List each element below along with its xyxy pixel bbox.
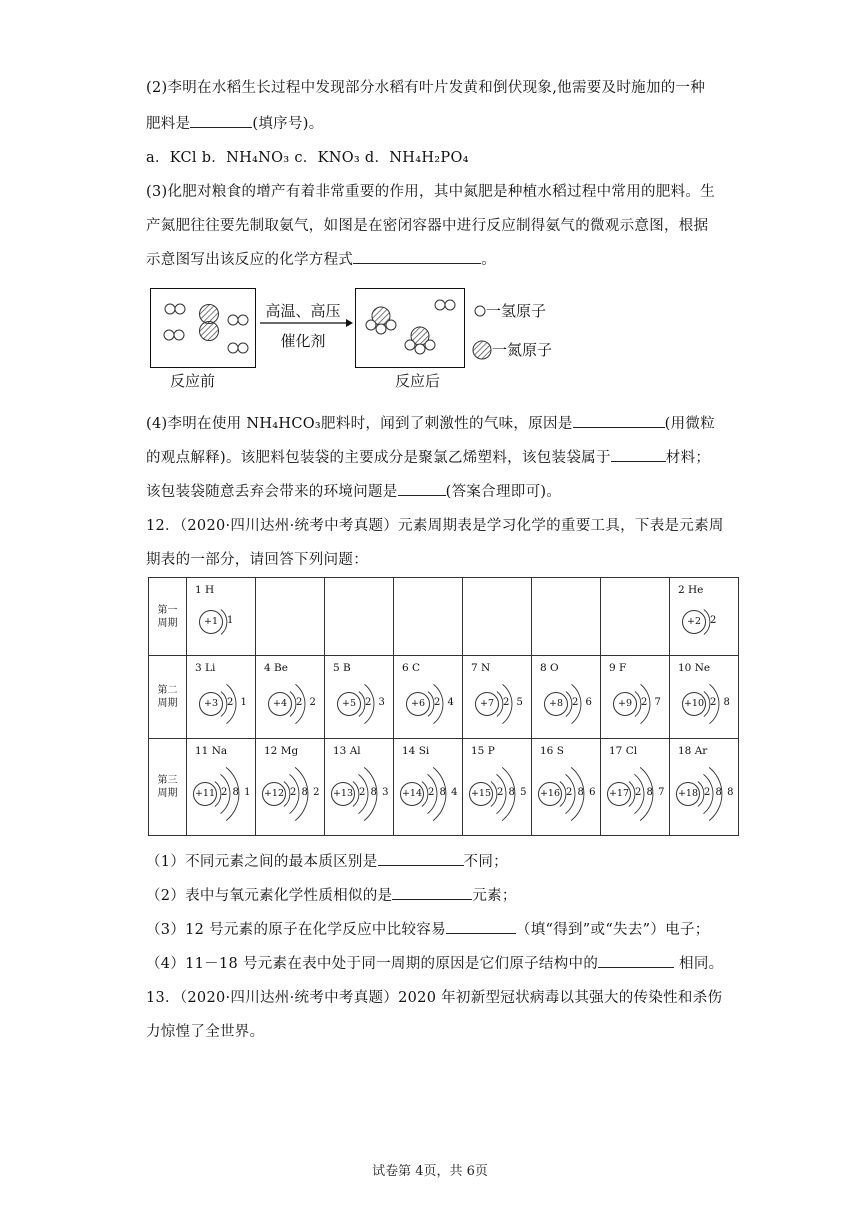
text: 的观点解释)。该肥料包装袋的主要成分是聚氯乙烯塑料，该包装袋属于 — [146, 450, 611, 466]
electron-shell-arc — [353, 782, 359, 807]
text: （3）12 号元素的原子在化学反应中比较容易 — [146, 922, 446, 938]
legend-label: 一氢原子 — [486, 302, 547, 320]
electron-shell-arc — [629, 782, 635, 807]
question-3-answer-line — [146, 248, 496, 269]
element-label: 10 Ne — [678, 662, 711, 674]
electron-shell-arc — [560, 782, 566, 807]
text: （1）不同元素之间的最本质区别是 — [146, 854, 378, 870]
electron-shell-arc — [359, 692, 365, 717]
nucleus-icon: +9 — [613, 692, 637, 716]
electron-counts: 2 7 — [641, 697, 663, 708]
answer-blank[interactable] — [446, 919, 516, 934]
electron-shell-arcs — [670, 578, 738, 655]
question-4-line — [146, 412, 715, 433]
text: (4)李明在使用 NH₄HCO₃肥料时，闻到了刺激性的气味，原因是 — [146, 416, 573, 432]
nucleus-icon: +16 — [538, 782, 562, 806]
element-label: 2 He — [678, 584, 704, 596]
element-cell — [463, 739, 532, 836]
element-label: 6 C — [402, 662, 421, 674]
condition-top: 高温、高压 — [265, 302, 341, 320]
text: 该包装袋随意丢弃会带来的环境问题是 — [146, 484, 398, 500]
periodic-table — [148, 577, 739, 836]
text: 。 — [481, 252, 497, 268]
question-2-answer-line — [146, 112, 324, 133]
empty-cell — [256, 578, 325, 656]
electron-shell-arc — [497, 692, 503, 717]
period-row — [149, 739, 739, 836]
question-12-text: 12．（2020·四川达州·统考中考真题）元素周期表是学习化学的重要工具，下表是元素周 — [146, 518, 724, 534]
electron-counts: 2 8 6 — [566, 787, 597, 798]
electron-counts: 2 8 3 — [359, 787, 390, 798]
empty-cell — [325, 578, 394, 656]
legend-nitrogen — [472, 339, 552, 360]
element-cell — [532, 656, 601, 739]
element-cell — [187, 739, 256, 836]
period-row — [149, 578, 739, 656]
element-label: 3 Li — [195, 662, 216, 674]
electron-counts: 2 8 5 — [497, 787, 528, 798]
before-molecules — [151, 289, 255, 367]
electron-counts: 2 4 — [434, 697, 456, 708]
answer-blank[interactable] — [598, 953, 674, 968]
nh3-molecule — [405, 327, 435, 354]
text: (答案合理即可)。 — [445, 484, 562, 500]
element-cell — [325, 739, 394, 836]
legend-label: 一氮原子 — [492, 341, 553, 359]
element-label: 7 N — [471, 662, 491, 674]
text: (用微粒 — [664, 416, 715, 432]
element-cell — [187, 578, 256, 656]
element-label: 14 Si — [402, 745, 430, 757]
before-label: 反应前 — [170, 372, 216, 390]
empty-cell — [394, 578, 463, 656]
answer-blank[interactable] — [398, 481, 446, 496]
period-row — [149, 656, 739, 739]
nucleus-icon: +3 — [199, 692, 223, 716]
text: 示意图写出该反应的化学方程式 — [146, 252, 354, 268]
nitrogen-atom-icon — [472, 340, 492, 360]
element-label: 11 Na — [195, 745, 228, 757]
electron-counts: 2 8 2 — [290, 787, 321, 798]
text: 材料； — [665, 450, 711, 466]
answer-blank[interactable] — [353, 249, 481, 264]
nucleus-icon: +5 — [337, 692, 361, 716]
subquestion-2 — [146, 884, 517, 905]
electron-counts: 2 — [710, 615, 719, 626]
element-cell — [256, 656, 325, 739]
electron-shell-arc — [284, 782, 290, 807]
element-cell — [601, 656, 670, 739]
element-label: 4 Be — [264, 662, 288, 674]
element-cell — [670, 578, 739, 656]
electron-shell-arc — [290, 692, 296, 717]
nucleus-icon: +8 — [544, 692, 568, 716]
after-molecules — [356, 289, 464, 367]
answer-blank[interactable] — [611, 447, 666, 462]
nucleus-icon: +2 — [682, 610, 706, 634]
element-cell — [394, 656, 463, 739]
electron-shell-arc — [698, 782, 704, 807]
element-cell — [463, 656, 532, 739]
answer-blank[interactable] — [392, 885, 472, 900]
text: （填“得到”或“失去”）电子； — [515, 922, 710, 938]
electron-counts: 2 8 1 — [221, 787, 252, 798]
electron-shell-arc — [221, 610, 227, 635]
element-label: 1 H — [195, 584, 215, 596]
electron-counts: 2 1 — [227, 697, 249, 708]
n2-molecule — [200, 305, 219, 341]
element-label: 13 Al — [333, 745, 361, 757]
nucleus-icon: +4 — [268, 692, 292, 716]
question-2-text: (2)李明在水稻生长过程中发现部分水稻有叶片发黄和倒伏现象,他需要及时施加的一种 — [146, 80, 706, 96]
question-4-line — [146, 480, 561, 501]
electron-counts: 2 8 — [710, 697, 732, 708]
element-label: 15 P — [471, 745, 495, 757]
after-label: 反应后 — [395, 372, 441, 390]
h2-molecule — [435, 300, 455, 310]
nucleus-icon: +15 — [469, 782, 493, 806]
text: （2）表中与氧元素化学性质相似的是 — [146, 888, 393, 904]
after-reaction-box — [355, 288, 465, 368]
electron-shell-arc — [215, 782, 221, 807]
answer-blank[interactable] — [378, 851, 464, 866]
element-cell — [325, 656, 394, 739]
element-cell — [670, 656, 739, 739]
nucleus-icon: +1 — [199, 610, 223, 634]
period-label: 第三 周期 — [149, 739, 187, 836]
element-cell — [256, 739, 325, 836]
electron-counts: 2 5 — [503, 697, 525, 708]
element-cell — [394, 739, 463, 836]
subquestion-3 — [146, 918, 710, 939]
element-label: 8 O — [540, 662, 559, 674]
electron-shell-arc — [635, 692, 641, 717]
text: （4）11－18 号元素在表中处于同一周期的原因是它们原子结构中的 — [146, 956, 599, 972]
condition-bottom: 催化剂 — [280, 332, 326, 350]
electron-shell-arc — [422, 782, 428, 807]
empty-cell — [463, 578, 532, 656]
electron-shell-arc — [704, 610, 710, 635]
element-label: 12 Mg — [264, 745, 299, 757]
electron-counts: 1 — [227, 615, 236, 626]
subquestion-4 — [146, 952, 723, 973]
electron-counts: 2 8 8 — [704, 787, 735, 798]
text: 肥料是 — [146, 116, 191, 132]
electron-shell-arc — [221, 692, 227, 717]
electron-shell-arc — [491, 782, 497, 807]
page-footer: 试卷第 4页，共 6页 — [372, 1164, 488, 1179]
element-cell — [670, 739, 739, 836]
nucleus-icon: +6 — [406, 692, 430, 716]
period-label: 第二 周期 — [149, 656, 187, 739]
empty-cell — [601, 578, 670, 656]
subquestion-1 — [146, 850, 508, 871]
period-label: 第一 周期 — [149, 578, 187, 656]
question-4-line — [146, 446, 710, 467]
element-cell — [532, 739, 601, 836]
question-2-options: a．KCl b．NH₄NO₃ c．KNO₃ d．NH₄H₂PO₄ — [146, 150, 469, 166]
nh3-molecule — [366, 307, 396, 334]
electron-shell-arc — [428, 692, 434, 717]
element-label: 16 S — [540, 745, 564, 757]
element-label: 5 B — [333, 662, 351, 674]
nucleus-icon: +13 — [331, 782, 355, 806]
electron-counts: 2 3 — [365, 697, 387, 708]
answer-blank[interactable] — [190, 113, 252, 128]
text: 相同。 — [674, 956, 724, 972]
text: 元素； — [472, 888, 517, 904]
nucleus-icon: +11 — [193, 782, 217, 806]
question-12-text: 期表的一部分，请回答下列问题： — [146, 552, 368, 568]
nucleus-icon: +17 — [607, 782, 631, 806]
nucleus-icon: +10 — [682, 692, 706, 716]
electron-counts: 2 8 4 — [428, 787, 459, 798]
question-3-text: 产氮肥往往要先制取氨气，如图是在密闭容器中进行反应制得氨气的微观示意图，根据 — [146, 218, 709, 234]
electron-counts: 2 2 — [296, 697, 318, 708]
electron-shell-arc — [704, 692, 710, 717]
electron-counts: 2 8 7 — [635, 787, 666, 798]
element-label: 17 Cl — [609, 745, 638, 757]
element-cell — [187, 656, 256, 739]
question-13-text: 13．（2020·四川达州·统考中考真题）2020 年初新型冠状病毒以其强大的传染性和杀伤 — [146, 990, 723, 1006]
reaction-arrow — [258, 317, 354, 329]
nucleus-icon: +7 — [475, 692, 499, 716]
answer-blank[interactable] — [573, 413, 665, 428]
electron-shell-arcs — [187, 578, 255, 655]
question-3-text: (3)化肥对粮食的增产有着非常重要的作用，其中氮肥是种植水稻过程中常用的肥料。生 — [146, 184, 716, 200]
nucleus-icon: +12 — [262, 782, 286, 806]
nucleus-icon: +18 — [676, 782, 700, 806]
empty-cell — [532, 578, 601, 656]
nucleus-icon: +14 — [400, 782, 424, 806]
before-reaction-box — [150, 288, 256, 368]
electron-counts: 2 6 — [572, 697, 594, 708]
element-label: 18 Ar — [678, 745, 708, 757]
question-13-text: 力惊惶了全世界。 — [146, 1024, 265, 1040]
legend-hydrogen — [474, 300, 546, 321]
hydrogen-atom-icon — [474, 305, 486, 317]
text: (填序号)。 — [252, 116, 324, 132]
element-label: 9 F — [609, 662, 627, 674]
text: 不同； — [463, 854, 508, 870]
electron-shell-arc — [566, 692, 572, 717]
element-cell — [601, 739, 670, 836]
